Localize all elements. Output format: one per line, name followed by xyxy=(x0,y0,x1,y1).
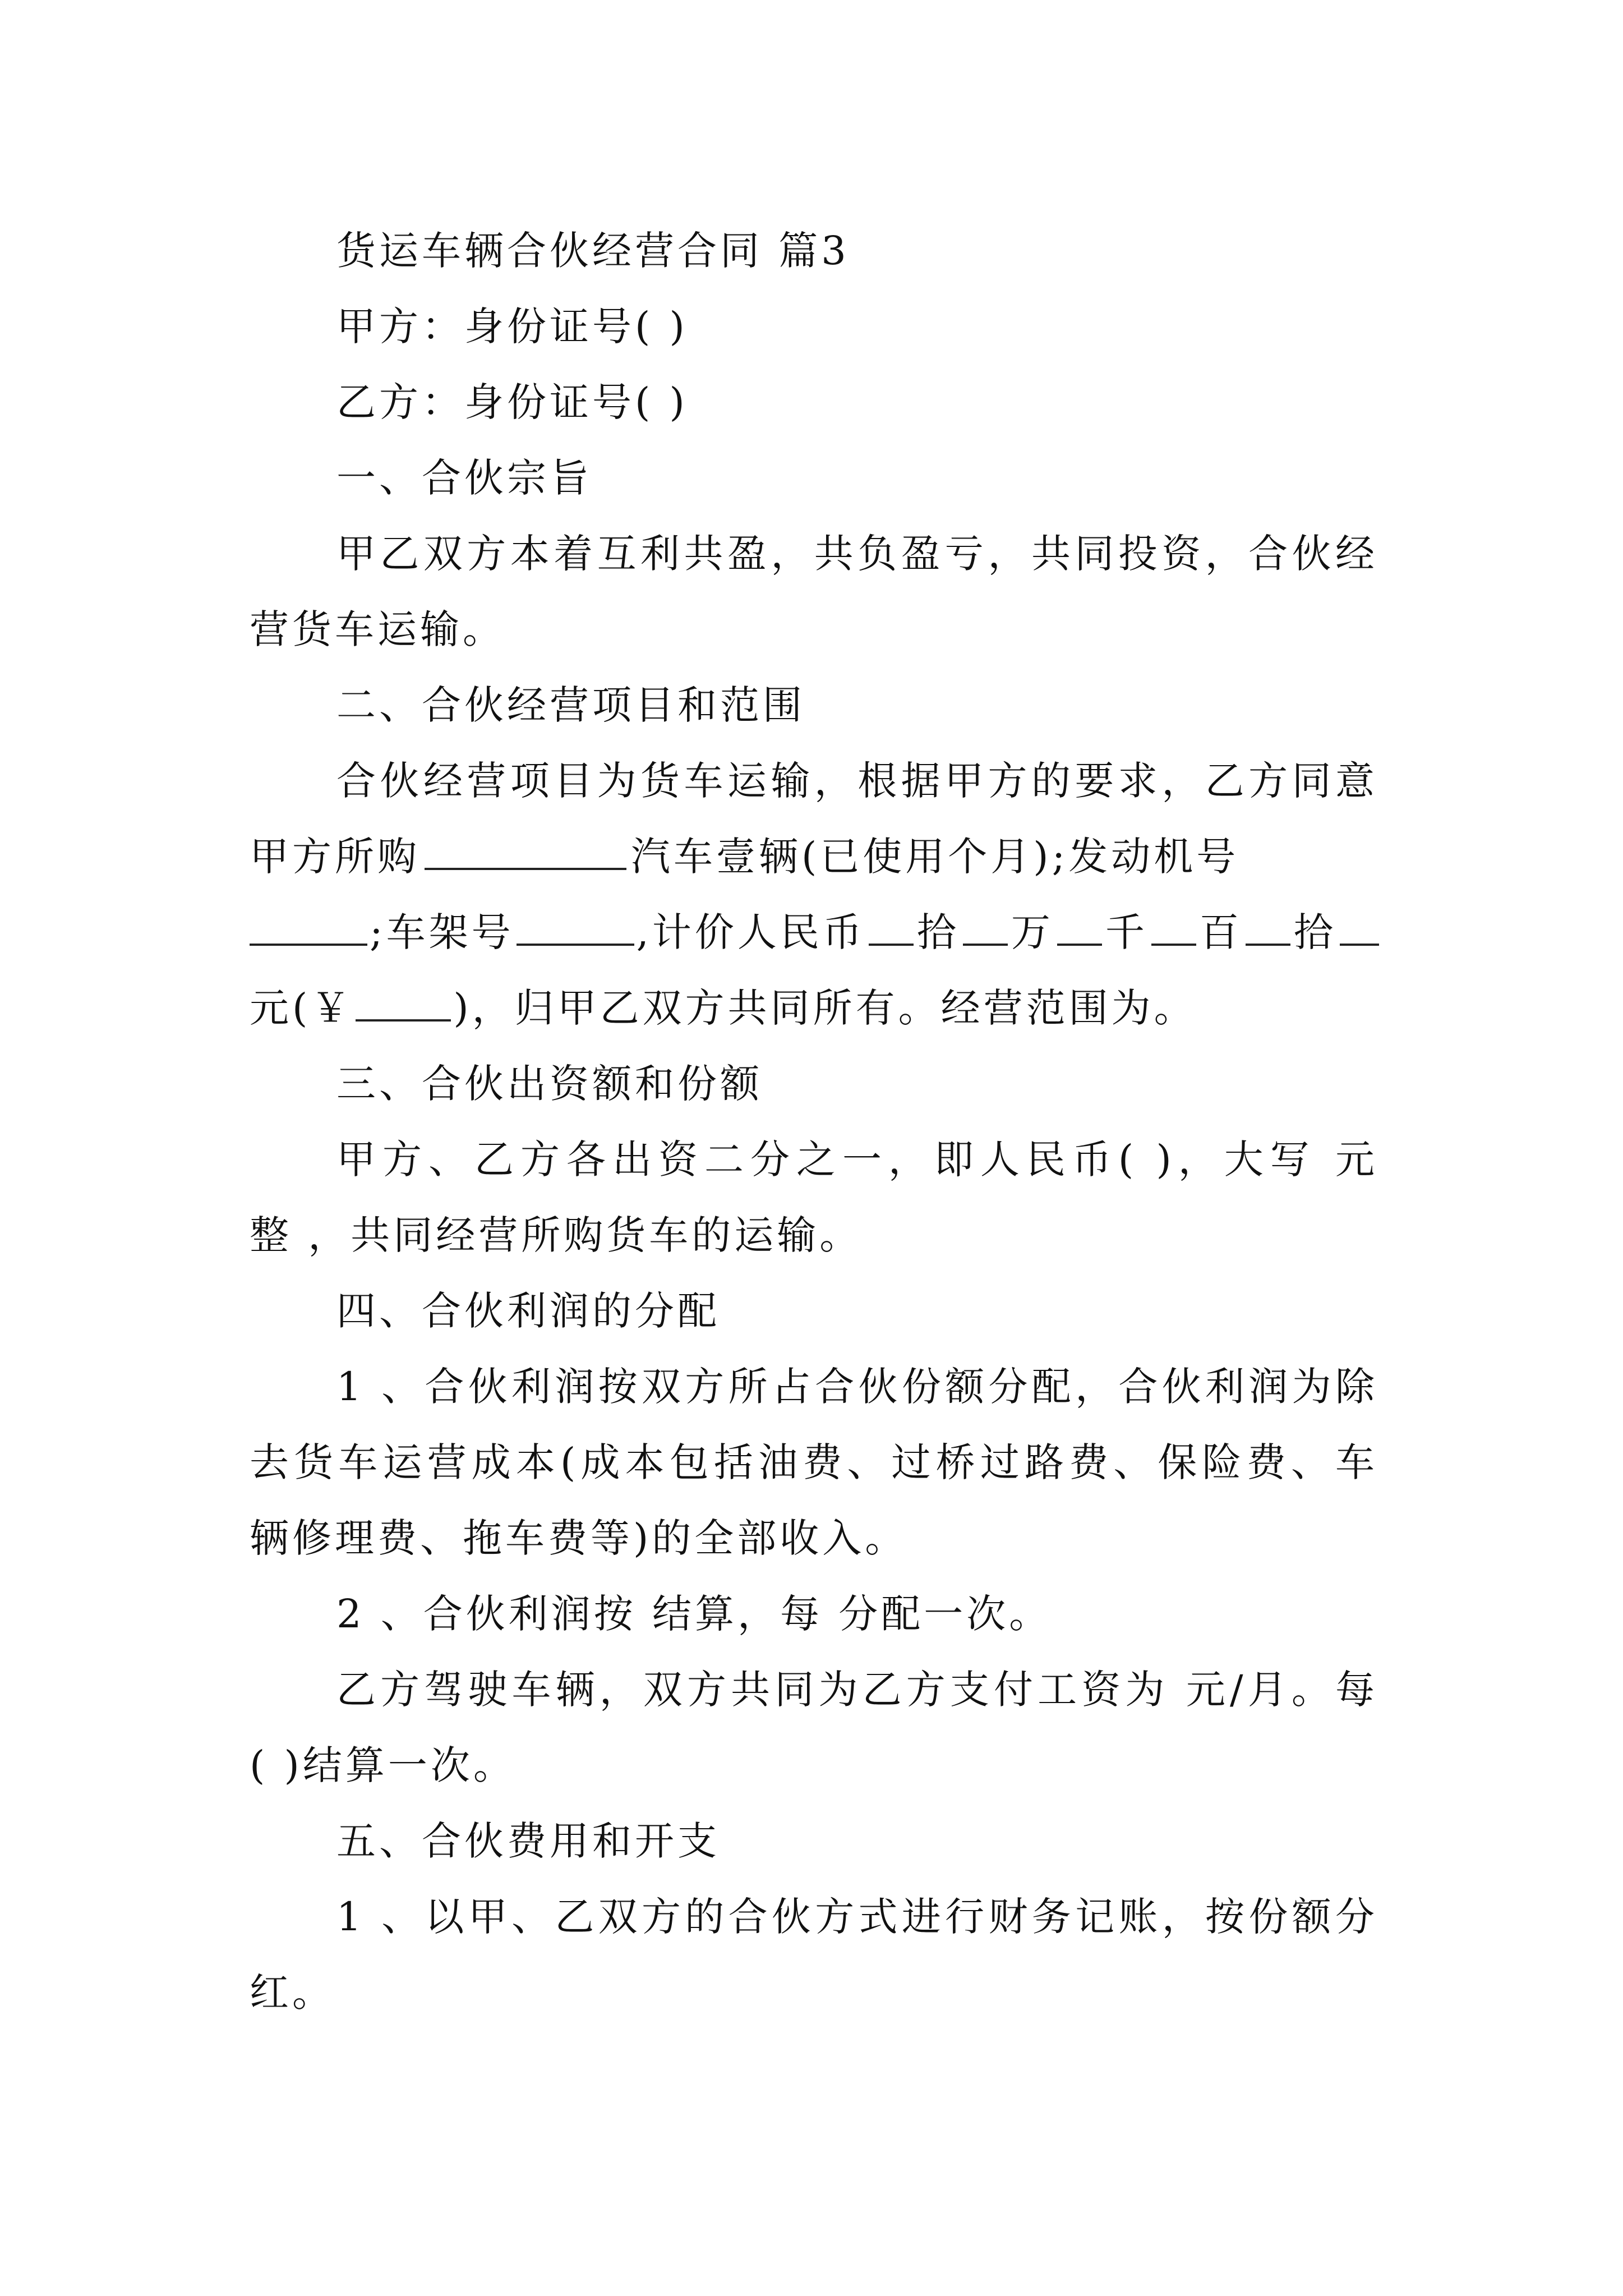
price-digit-blank xyxy=(1151,911,1196,946)
section-4-paragraph-2: 2 、合伙利润按 结算，每 分配一次。 xyxy=(336,1591,1052,1637)
section-1-paragraph-line-2: 营货车运输。 xyxy=(250,606,505,652)
section-4-paragraph-3-line-1: 乙方驾驶车辆，双方共同为乙方支付工资为 元/月。每 xyxy=(336,1667,1378,1713)
price-digit-blank xyxy=(963,911,1008,946)
section-4-paragraph-3-line-2: ( )结算一次。 xyxy=(250,1742,516,1788)
section-3-heading: 三、合伙出资额和份额 xyxy=(336,1061,763,1107)
section-4-paragraph-1-line-2: 去货车运营成本(成本包括油费、过桥过路费、保险费、车 xyxy=(250,1439,1378,1485)
section-2-paragraph-line-1: 合伙经营项目为货车运输，根据甲方的要求，乙方同意 xyxy=(336,758,1378,804)
section-2-paragraph-line-2 xyxy=(250,819,1239,895)
yuan-text: 元(￥ xyxy=(250,985,354,1031)
section-1-paragraph-line-1: 甲乙双方本着互利共盈，共负盈亏，共同投资，合伙经 xyxy=(336,531,1378,577)
section-4-heading: 四、合伙利润的分配 xyxy=(336,1288,720,1334)
price-digit-blank xyxy=(1057,911,1102,946)
purchase-text: 甲方所购 xyxy=(250,834,420,880)
section-2-paragraph-line-4 xyxy=(250,970,1197,1046)
frame-number-text: ;车架号 xyxy=(370,909,514,955)
party-b-line: 乙方：身份证号( ) xyxy=(336,379,688,425)
unit-bai: 百 xyxy=(1199,909,1242,955)
unit-qian: 千 xyxy=(1105,909,1148,955)
price-text: ,计价人民币 xyxy=(636,909,865,955)
section-2-heading: 二、合伙经营项目和范围 xyxy=(336,682,805,728)
document-title: 货运车辆合伙经营合同 篇3 xyxy=(336,228,850,274)
engine-number-blank xyxy=(250,911,367,946)
unit-shi-wan: 拾 xyxy=(916,909,960,955)
vehicle-text: 汽车壹辆(已使用个月);发动机号 xyxy=(631,834,1239,880)
price-digit-blank xyxy=(1246,911,1290,946)
section-4-paragraph-1-line-1: 1 、合伙利润按双方所占合伙份额分配，合伙利润为除 xyxy=(336,1364,1378,1410)
price-digit-blank xyxy=(869,911,914,946)
section-4-paragraph-1-line-3: 辆修理费、拖车费等)的全部收入。 xyxy=(250,1515,908,1561)
section-5-heading: 五、合伙费用和开支 xyxy=(336,1818,720,1864)
frame-number-blank xyxy=(517,911,634,946)
section-3-paragraph-line-1: 甲方、乙方各出资二分之一，即人民币( )，大写 元 xyxy=(336,1137,1378,1182)
section-3-paragraph-line-2: 整 ，共同经营所购货车的运输。 xyxy=(250,1212,863,1258)
vehicle-model-blank xyxy=(425,835,626,870)
section-5-paragraph-1-line-1: 1 、以甲、乙双方的合伙方式进行财务记账，按份额分 xyxy=(336,1894,1378,1940)
price-digit-blank xyxy=(1340,911,1379,946)
unit-shi: 拾 xyxy=(1293,909,1336,955)
unit-wan: 万 xyxy=(1011,909,1054,955)
section-1-heading: 一、合伙宗旨 xyxy=(336,455,592,501)
section-2-paragraph-line-3 xyxy=(250,895,1379,970)
party-a-line: 甲方：身份证号( ) xyxy=(336,303,688,349)
section-5-paragraph-1-line-2: 红。 xyxy=(250,1970,335,2016)
ownership-text: )，归甲乙双方共同所有。经营范围为。 xyxy=(453,985,1197,1031)
amount-figure-blank xyxy=(356,987,451,1022)
